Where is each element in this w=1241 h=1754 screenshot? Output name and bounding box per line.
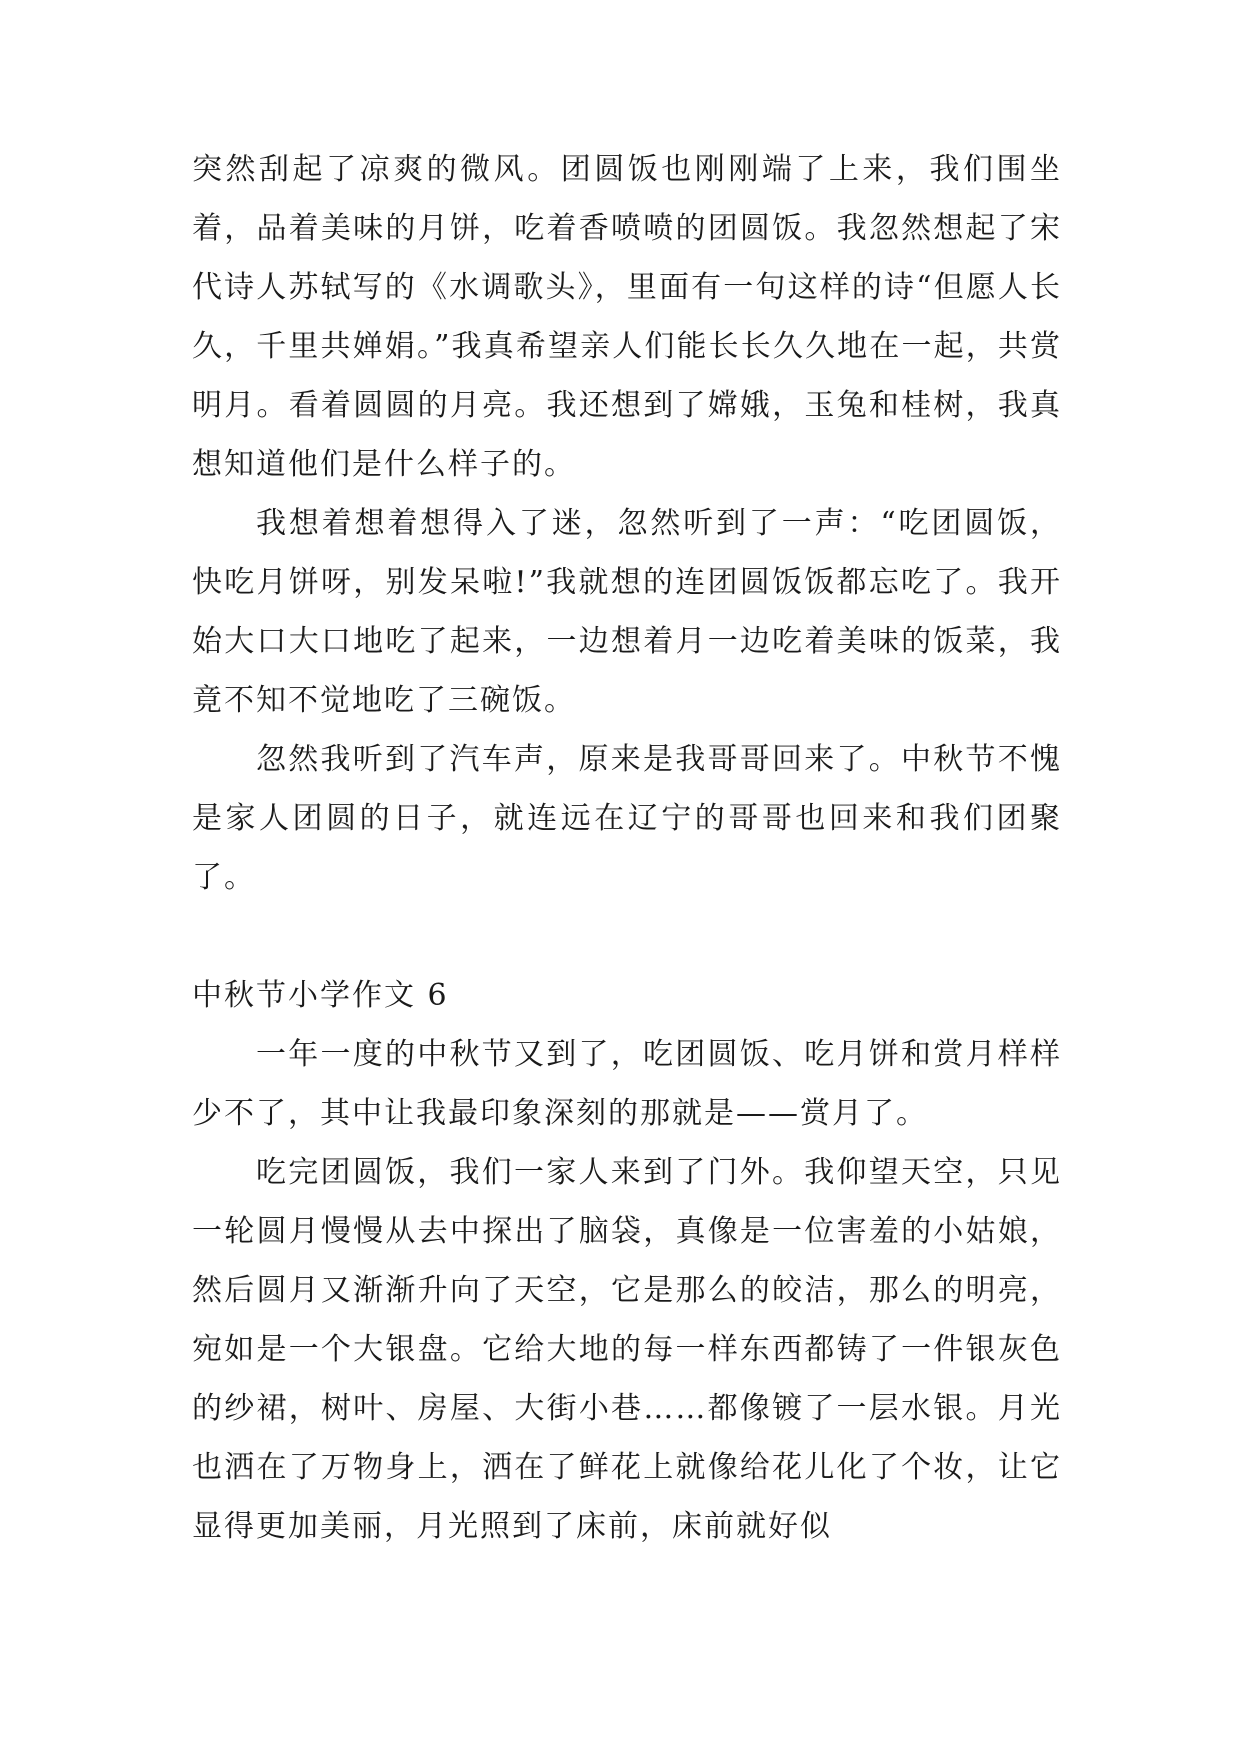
section-paragraph-2: 吃完团圆饭，我们一家人来到了门外。我仰望天空，只见一轮圆月慢慢从去中探出了脑袋，真像是一位害羞的小姑娘，然后圆月又渐渐升向了天空，它是那么的皎洁，那么的明亮，宛如是一个大银盘。它给大地的每一样东西都铸了一件银灰色的纱裙，树叶、房屋、大街小巷……都像镀了一层水银。月光也洒在了万物身上，洒在了鲜花上就像给花儿化了个妆，让它显得更加美丽，月光照到了床前，床前就好似 (192, 1155, 1062, 1544)
section-spacer (192, 907, 1062, 966)
section-paragraph-1: 一年一度的中秋节又到了，吃团圆饭、吃月饼和赏月样样少不了，其中让我最印象深刻的那就是——赏月了。 (192, 1037, 1062, 1131)
document-body (192, 140, 1062, 1556)
paragraph-3: 忽然我听到了汽车声，原来是我哥哥回来了。中秋节不愧是家人团圆的日子，就连远在辽宁的哥哥也回来和我们团聚了。 (192, 742, 1062, 895)
paragraph-2: 我想着想着想得入了迷，忽然听到了一声：“吃团圆饭，快吃月饼呀，别发呆啦!”我就想的连团圆饭饭都忘吃了。我开始大口大口地吃了起来，一边想着月一边吃着美味的饭菜，我竟不知不觉地吃了三碗饭。 (192, 506, 1062, 718)
section-title: 中秋节小学作文 6 (192, 978, 449, 1013)
continued-paragraph: 突然刮起了凉爽的微风。团圆饭也刚刚端了上来，我们围坐着，品着美味的月饼，吃着香喷喷的团圆饭。我忽然想起了宋代诗人苏轼写的《水调歌头》，里面有一句这样的诗“但愿人长久，千里共婵娟。”我真希望亲人们能长长久久地在一起，共赏明月。看着圆圆的月亮。我还想到了嫦娥，玉兔和桂树，我真想知道他们是什么样子的。 (192, 152, 1062, 482)
